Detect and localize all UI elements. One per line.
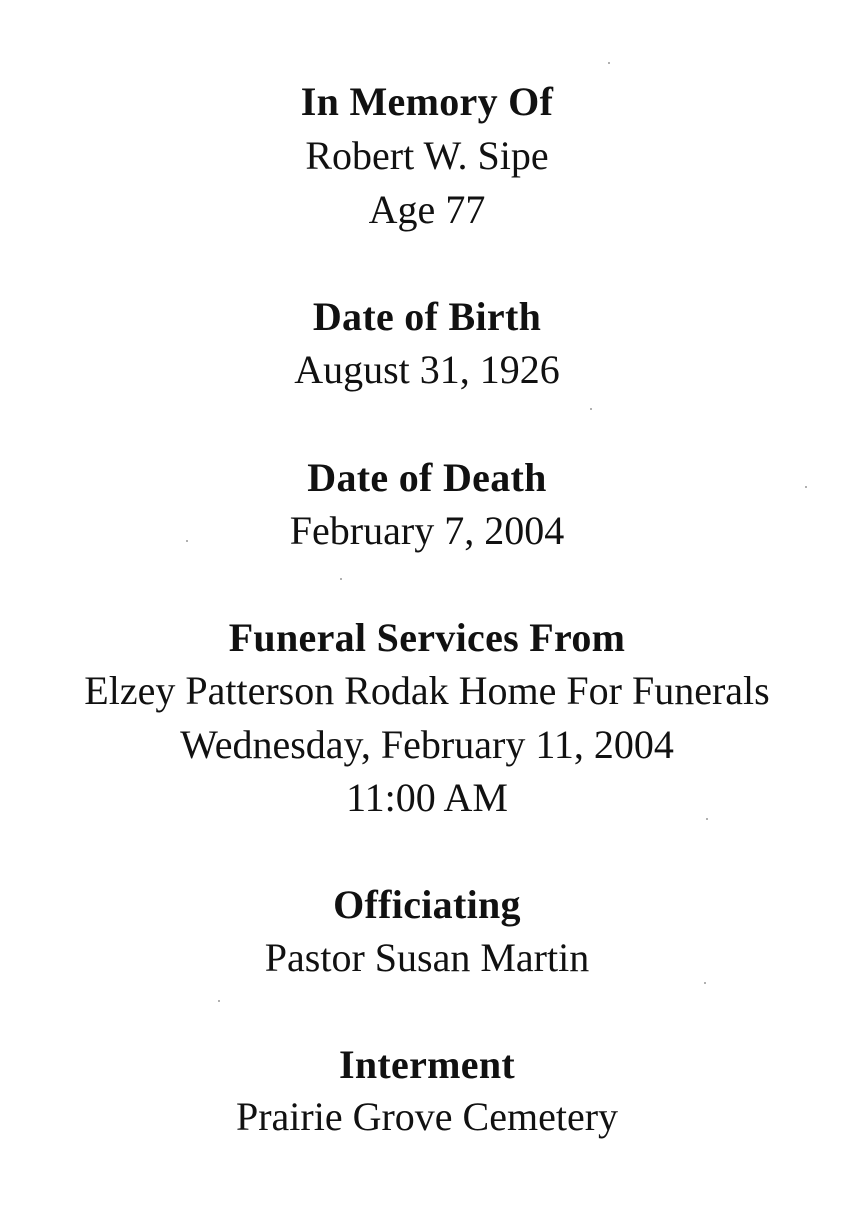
scan-speck bbox=[218, 1000, 220, 1002]
heading-date-of-birth: Date of Birth bbox=[312, 294, 542, 339]
scan-speck bbox=[704, 982, 706, 984]
cemetery: Prairie Grove Cemetery bbox=[235, 1094, 619, 1139]
deceased-name: Robert W. Sipe bbox=[305, 133, 549, 178]
heading-in-memory-of: In Memory Of bbox=[300, 79, 554, 124]
scan-speck bbox=[805, 486, 807, 488]
scan-speck bbox=[186, 540, 188, 542]
date-of-birth: August 31, 1926 bbox=[294, 347, 560, 392]
date-of-death: February 7, 2004 bbox=[289, 508, 565, 553]
scan-speck bbox=[608, 62, 610, 64]
officiant: Pastor Susan Martin bbox=[264, 935, 590, 980]
funeral-home: Elzey Patterson Rodak Home For Funerals bbox=[84, 668, 770, 713]
heading-date-of-death: Date of Death bbox=[307, 455, 547, 500]
service-time: 11:00 AM bbox=[346, 775, 508, 820]
scan-speck bbox=[706, 818, 708, 820]
scan-speck bbox=[590, 408, 592, 410]
heading-officiating: Officiating bbox=[333, 882, 521, 927]
service-date: Wednesday, February 11, 2004 bbox=[180, 722, 674, 767]
heading-interment: Interment bbox=[339, 1042, 515, 1087]
heading-funeral-services: Funeral Services From bbox=[228, 615, 626, 660]
deceased-age: Age 77 bbox=[368, 187, 486, 232]
scan-speck bbox=[340, 578, 342, 580]
